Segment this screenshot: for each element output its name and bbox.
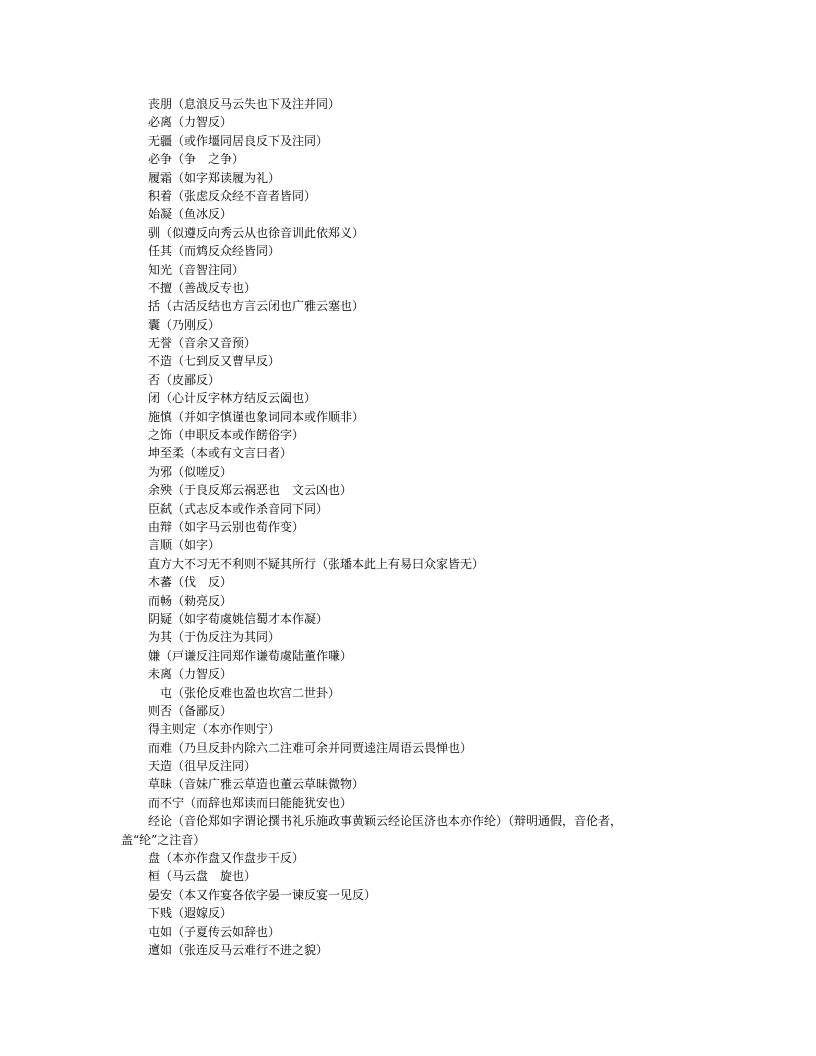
text-line: 施慎（并如字慎谨也象词同本或作顺非）: [148, 409, 365, 424]
text-line: 必离（力智反）: [148, 115, 233, 130]
text-line: 经论（音伦郑如字谓论撰书礼乐施政事黄颖云经论匡济也本亦作纶）（辩明通假，音伦者，: [148, 814, 623, 829]
text-line: 木蕃（伐 反）: [148, 575, 233, 590]
text-line: 闭（心计反字林方结反云阖也）: [148, 391, 317, 406]
text-line-continuation: 盖“纶”之注音）: [121, 832, 206, 847]
text-line: 括（古活反结也方言云闭也广雅云塞也）: [148, 299, 365, 314]
text-line: 知光（音智注同）: [148, 262, 245, 277]
text-line: 阴疑（如字荀虞姚信蜀才本作凝）: [148, 611, 329, 626]
text-line: 驯（似遵反向秀云从也徐音训此依郑义）: [148, 225, 365, 240]
text-line: 余殃（于良反郑云祸恶也 文云凶也）: [148, 483, 353, 498]
text-line: 不擅（善战反专也）: [148, 280, 257, 295]
text-line: 未离（力智反）: [148, 667, 233, 682]
text-line: 为其（于伪反注为其同）: [148, 630, 281, 645]
text-line: 则否（备鄙反）: [148, 703, 233, 718]
text-line: 晏安（本又作宴各依字晏一谏反宴一见反）: [148, 887, 377, 902]
text-line: 必争（争 之争）: [148, 152, 245, 167]
text-line: 言顺（如字）: [148, 538, 221, 553]
text-line: 嫌（戸谦反注同郑作谦荀虞陆董作嗛）: [148, 648, 353, 663]
text-line: 盘（本亦作盘又作盘步干反）: [148, 851, 305, 866]
text-line: 不造（七到反又曹早反）: [148, 354, 281, 369]
text-line: 下贱（遐嫁反）: [148, 906, 233, 921]
text-line: 丧朋（息浪反马云失也下及注并同）: [148, 97, 341, 111]
text-line: 无疆（或作壃同居良反下及注同）: [148, 133, 329, 148]
text-line: 之饰（申职反本或作餝俗字）: [148, 428, 305, 443]
text-line: 为邪（似嗟反）: [148, 464, 233, 479]
text-line: 由辩（如字马云别也荀作变）: [148, 519, 305, 534]
text-line: 履霜（如字郑读履为礼）: [148, 170, 281, 185]
text-line: 直方大不习无不利则不疑其所行（张璠本此上有易曰众家皆无）: [148, 556, 485, 571]
text-line: 始凝（鱼冰反）: [148, 207, 233, 222]
text-line: 天造（徂早反注同）: [148, 759, 257, 774]
text-line: 而难（乃旦反卦内除六二注难可余并同贾逵注周语云畏惮也）: [148, 740, 473, 755]
text-line: 积着（张虑反众经不音者皆同）: [148, 188, 317, 203]
text-line: 桓（马云盘 旋也）: [148, 869, 257, 884]
text-line: 而畅（勑亮反）: [148, 593, 233, 608]
text-line: 屯（张伦反难也盈也坎宫二世卦）: [160, 685, 341, 700]
text-line: 屯如（子夏传云如辞也）: [148, 924, 281, 939]
text-line: 否（皮鄙反）: [148, 372, 221, 387]
text-line: 而不宁（而辞也郑读而曰能能犹安也）: [148, 795, 353, 810]
text-line: 无誉（音余又音预）: [148, 336, 257, 351]
text-line: 任其（而鸩反众经皆同）: [148, 244, 281, 259]
text-line: 囊（乃刚反）: [148, 317, 221, 332]
text-line: 得主则定（本亦作则宁）: [148, 722, 281, 737]
text-line: 草昧（音妹广雅云草造也董云草昧微物）: [148, 777, 365, 792]
text-line: 坤至柔（本或有文言曰者）: [148, 446, 293, 461]
text-line: 邅如（张连反马云难行不进之貌）: [148, 942, 329, 957]
text-line: 臣弑（式志反本或作杀音同下同）: [148, 501, 329, 516]
text-body: [0, 95, 816, 959]
